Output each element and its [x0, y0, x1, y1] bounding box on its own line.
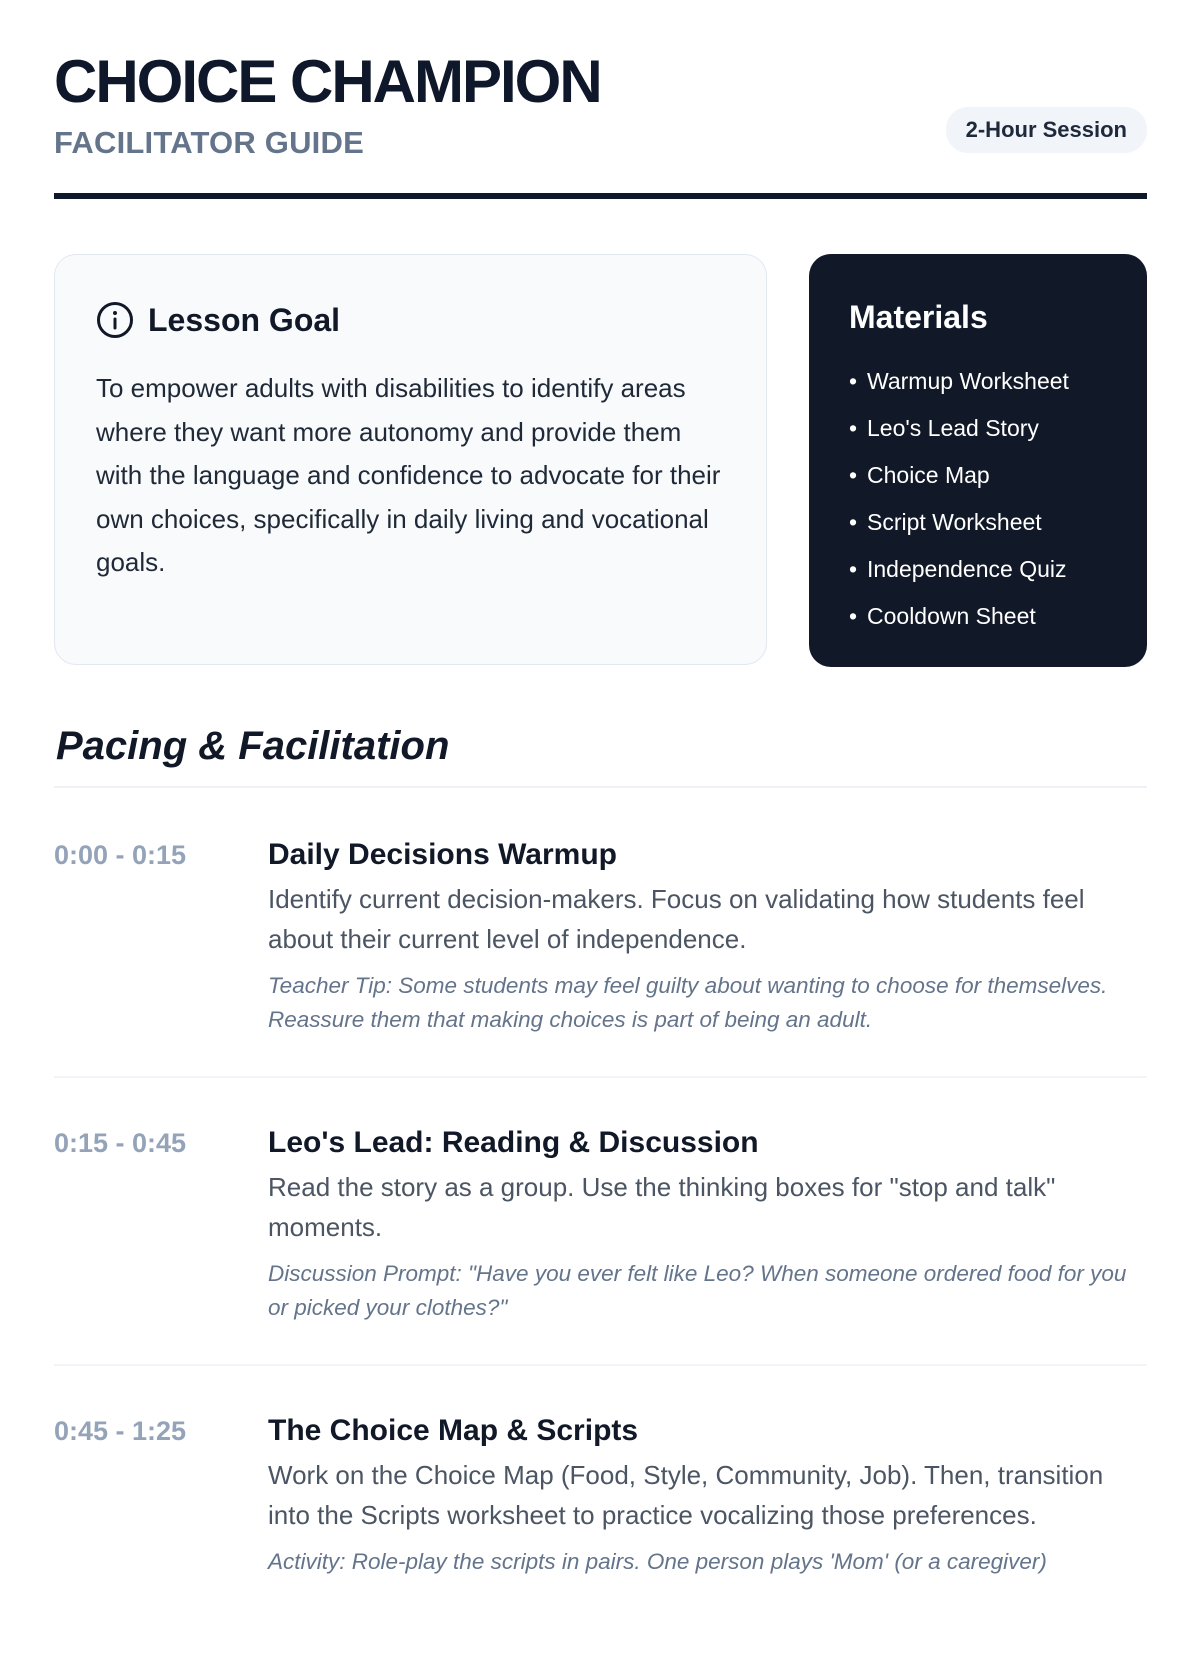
step-time: 0:15 - 0:45 — [54, 1128, 187, 1158]
materials-item-label: Leo's Lead Story — [867, 415, 1039, 441]
materials-item-label: Warmup Worksheet — [867, 368, 1069, 394]
materials-item-label: Independence Quiz — [867, 556, 1067, 582]
page-title: CHOICE CHAMPION — [54, 48, 601, 115]
materials-title: Materials — [849, 299, 988, 335]
step-note: Teacher Tip: Some students may feel guilty about wanting to choose for themselves. Reassure them that making choices is part of being an adult. — [268, 973, 1108, 1032]
materials-item — [849, 405, 1069, 452]
pacing-steps — [54, 788, 1147, 1666]
pacing-step — [54, 788, 1147, 1078]
step-body — [268, 1125, 1146, 1325]
materials-item — [849, 593, 1069, 640]
lesson-goal-heading — [96, 301, 340, 339]
step-time: 0:00 - 0:15 — [54, 840, 187, 870]
materials-item — [849, 546, 1069, 593]
facilitator-guide-page — [54, 0, 1147, 1574]
materials-card — [809, 254, 1147, 667]
materials-item-label: Choice Map — [867, 462, 990, 488]
pacing-step — [54, 1078, 1147, 1366]
step-time: 0:45 - 1:25 — [54, 1416, 187, 1446]
lesson-goal-title: Lesson Goal — [148, 302, 341, 338]
step-body — [268, 1413, 1146, 1579]
materials-item-label: Cooldown Sheet — [867, 603, 1036, 629]
materials-list — [849, 358, 1069, 640]
step-title: Leo's Lead: Reading & Discussion — [268, 1126, 759, 1159]
bullet-icon: • — [849, 368, 858, 394]
step-description: Identify current decision-makers. Focus on validating how students feel about their current level of independence. — [268, 884, 1085, 954]
step-body — [268, 837, 1146, 1037]
header-divider — [54, 193, 1147, 199]
bullet-icon: • — [849, 603, 858, 629]
session-length-badge: 2-Hour Session — [946, 107, 1147, 153]
step-note: Discussion Prompt: "Have you ever felt like Leo? When someone ordered food for you or picked your clothes?" — [268, 1261, 1127, 1320]
step-description: Work on the Choice Map (Food, Style, Community, Job). Then, transition into the Scripts worksheet to practice vocalizing those preferences. — [268, 1460, 1104, 1530]
bullet-icon: • — [849, 556, 858, 582]
guide-header — [54, 0, 1147, 200]
page-subtitle: FACILITATOR GUIDE — [54, 125, 364, 160]
step-description: Read the story as a group. Use the thinking boxes for "stop and talk" moments. — [268, 1172, 1056, 1242]
lesson-goal-text: To empower adults with disabilities to identify areas where they want more autonomy and provide them with the language and confidence to advocate for their own choices, specifically in daily living and vocational goals. — [96, 373, 721, 577]
overview-cards — [54, 254, 1147, 667]
materials-item — [849, 452, 1069, 499]
bullet-icon: • — [849, 509, 858, 535]
pacing-step — [54, 1366, 1147, 1666]
step-title: Daily Decisions Warmup — [268, 838, 617, 871]
lesson-goal-card — [54, 254, 767, 665]
bullet-icon: • — [849, 462, 858, 488]
step-title: The Choice Map & Scripts — [268, 1414, 639, 1447]
materials-item — [849, 499, 1069, 546]
pacing-section-title: Pacing & Facilitation — [56, 724, 450, 768]
materials-item-label: Script Worksheet — [867, 509, 1042, 535]
bullet-icon: • — [849, 415, 858, 441]
materials-item — [849, 358, 1069, 405]
info-circle-icon — [96, 301, 134, 339]
step-note: Activity: Role-play the scripts in pairs. One person plays 'Mom' (or a caregiver) — [268, 1549, 1047, 1574]
